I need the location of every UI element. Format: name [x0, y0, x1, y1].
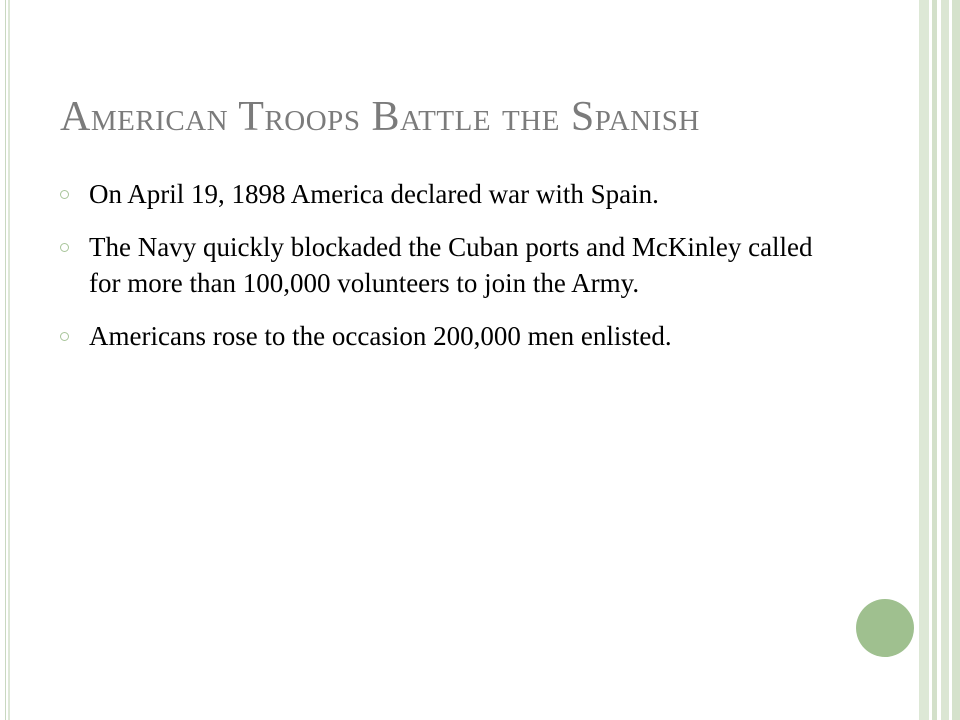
bullet-item — [60, 176, 850, 212]
bullet-text: The Navy quickly blockaded the Cuban ports and McKinley called for more than 100,000 volunteers to join the Army. — [89, 232, 813, 298]
left-border-line — [8, 0, 10, 720]
bullet-text: On April 19, 1898 America declared war with Spain. — [89, 179, 659, 209]
bullet-list — [60, 176, 850, 371]
bullet-item — [60, 229, 850, 301]
decorative-circle — [856, 599, 914, 657]
slide-title: American Troops Battle the Spanish — [60, 94, 700, 140]
left-border-line — [5, 0, 6, 720]
bullet-text: Americans rose to the occasion 200,000 men enlisted. — [89, 321, 672, 351]
bullet-item — [60, 318, 850, 354]
bullet-circle-icon — [60, 243, 69, 252]
bullet-circle-icon — [60, 332, 69, 341]
right-decor-stripe — [919, 0, 929, 720]
bullet-circle-icon — [60, 190, 69, 199]
left-border-strip — [0, 0, 4, 720]
right-decor-stripe — [952, 0, 960, 720]
right-decor-stripe — [941, 0, 949, 720]
